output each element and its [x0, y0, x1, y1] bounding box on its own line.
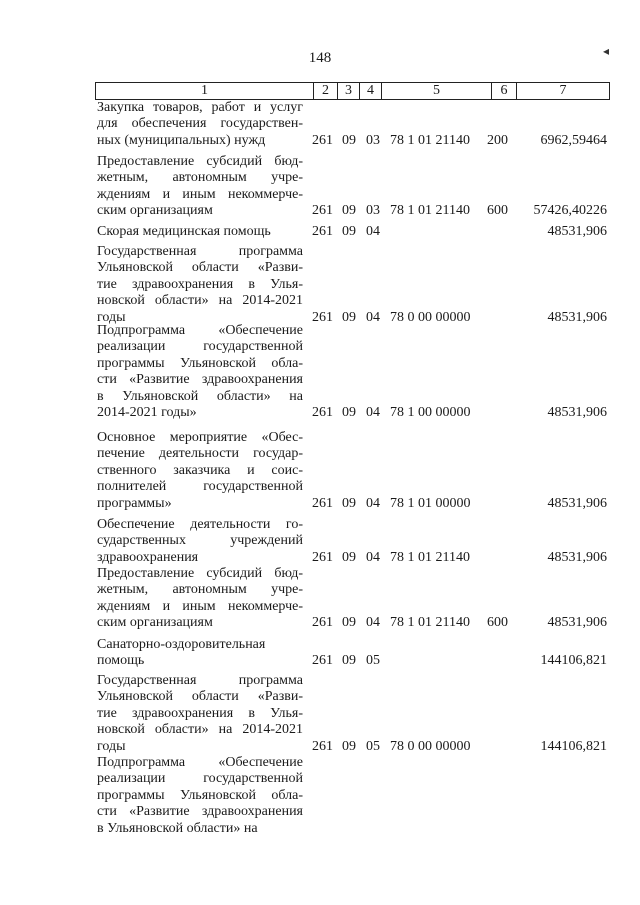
group-code: 261	[312, 738, 333, 754]
row-description	[97, 566, 303, 632]
description-line: здравоохранения	[97, 549, 199, 565]
expense-type-code: 600	[487, 615, 508, 631]
amount: 6962,59464	[540, 132, 607, 148]
section-code: 09	[342, 309, 356, 325]
description-line: Обеспечение деятельности го-	[97, 517, 303, 532]
target-article-code: 78 1 01 00000	[390, 495, 471, 511]
group-code: 261	[312, 132, 333, 148]
table-header	[95, 82, 610, 100]
description-line: новской области» на 2014-2021	[97, 293, 303, 309]
description-line: полнителей государственной	[97, 479, 303, 495]
target-article-code: 78 1 01 21140	[390, 549, 470, 565]
target-article-code: 78 1 01 21140	[390, 203, 470, 219]
section-code: 09	[342, 495, 356, 511]
subsection-code: 04	[366, 549, 380, 565]
header-col-4: 4	[359, 83, 381, 99]
section-code: 09	[342, 653, 356, 669]
description-line: ждениям и иным некоммерче-	[97, 186, 303, 202]
description-line: Санаторно-оздоровительная	[97, 637, 266, 652]
header-col-1: 1	[201, 83, 208, 98]
amount: 48531,906	[547, 224, 607, 239]
description-line: Подпрограмма «Обеспечение	[97, 323, 303, 338]
description-line: реализации государственной	[97, 771, 303, 787]
section-code: 09	[342, 224, 356, 239]
description-line: жетным, автономным учре-	[97, 582, 303, 598]
amount: 48531,906	[547, 309, 607, 325]
description-line: ским организациям	[97, 615, 213, 631]
page-number: 148	[308, 50, 332, 66]
amount: 144106,821	[540, 653, 607, 669]
subsection-code: 04	[366, 495, 380, 511]
description-line: сти «Развитие здравоохранения	[97, 372, 303, 388]
description-line: жетным, автономным учре-	[97, 170, 303, 186]
row-description	[97, 517, 303, 566]
target-article-code: 78 0 00 00000	[390, 309, 471, 325]
amount: 48531,906	[547, 549, 607, 565]
description-line: тие здравоохранения в Улья-	[97, 705, 303, 721]
row-description	[97, 430, 303, 512]
target-article-code: 78 1 01 21140	[390, 615, 470, 631]
group-code: 261	[312, 224, 333, 239]
section-code: 09	[342, 405, 356, 420]
description-line: ственного заказчика и соис-	[97, 462, 303, 478]
subsection-code: 04	[366, 224, 380, 239]
subsection-code: 04	[366, 309, 380, 325]
description-line: печение деятельности государ-	[97, 446, 303, 462]
row-description	[97, 755, 303, 837]
section-code: 09	[342, 203, 356, 219]
description-line: Ульяновской области «Разви-	[97, 689, 303, 705]
description-line: годы	[97, 309, 126, 325]
expense-type-code: 600	[487, 203, 508, 219]
description-line: в Ульяновской области» на	[97, 820, 258, 836]
amount: 48531,906	[547, 495, 607, 511]
description-line: реализации государственной	[97, 339, 303, 355]
group-code: 261	[312, 653, 333, 669]
description-line: для обеспечения государствен-	[97, 116, 303, 132]
subsection-code: 03	[366, 203, 380, 219]
amount: 57426,40226	[533, 203, 607, 219]
description-line: программы Ульяновской обла-	[97, 355, 303, 371]
subsection-code: 05	[366, 653, 380, 669]
subsection-code: 05	[366, 738, 380, 754]
description-line: помощь	[97, 653, 145, 669]
group-code: 261	[312, 405, 333, 420]
group-code: 261	[312, 615, 333, 631]
description-line: Закупка товаров, работ и услуг	[97, 100, 303, 115]
header-col-3: 3	[337, 83, 359, 99]
subsection-code: 04	[366, 615, 380, 631]
group-code: 261	[312, 203, 333, 219]
description-line: годы	[97, 738, 126, 754]
description-line: в Ульяновской области» на	[97, 388, 303, 404]
target-article-code: 78 1 00 00000	[390, 405, 471, 420]
description-line: программы Ульяновской обла-	[97, 787, 303, 803]
description-line: Подпрограмма «Обеспечение	[97, 755, 303, 770]
target-article-code: 78 1 01 21140	[390, 132, 470, 148]
row-description	[97, 100, 303, 149]
row-description	[97, 323, 303, 421]
subsection-code: 03	[366, 132, 380, 148]
description-line: 2014-2021 годы»	[97, 404, 197, 420]
group-code: 261	[312, 549, 333, 565]
description-line: программы»	[97, 495, 172, 511]
header-col-6: 6	[491, 83, 516, 99]
row-description	[97, 637, 303, 670]
description-line: Предоставление субсидий бюд-	[97, 566, 303, 581]
header-col-5: 5	[381, 83, 491, 99]
description-line: Основное мероприятие «Обес-	[97, 430, 303, 445]
description-line: Государственная программа	[97, 244, 303, 259]
target-article-code: 78 0 00 00000	[390, 738, 471, 754]
subsection-code: 04	[366, 405, 380, 420]
section-code: 09	[342, 549, 356, 565]
amount: 48531,906	[547, 615, 607, 631]
section-code: 09	[342, 615, 356, 631]
header-col-7: 7	[516, 83, 609, 99]
row-description	[97, 154, 303, 220]
description-line: новской области» на 2014-2021	[97, 722, 303, 738]
description-line: сударственных учреждений	[97, 533, 303, 549]
description-line: тие здравоохранения в Улья-	[97, 276, 303, 292]
description-line: Скорая медицинская помощь	[97, 224, 271, 239]
description-line: ных (муниципальных) нужд	[97, 132, 266, 148]
section-code: 09	[342, 132, 356, 148]
section-code: 09	[342, 738, 356, 754]
description-line: ским организациям	[97, 203, 213, 219]
header-col-2: 2	[313, 83, 337, 99]
amount: 144106,821	[540, 738, 607, 754]
expense-type-code: 200	[487, 132, 508, 148]
row-description	[97, 244, 303, 326]
description-line: ждениям и иным некоммерче-	[97, 598, 303, 614]
description-line: сти «Развитие здравоохранения	[97, 804, 303, 820]
description-line: Государственная программа	[97, 673, 303, 688]
amount: 48531,906	[547, 405, 607, 420]
group-code: 261	[312, 309, 333, 325]
group-code: 261	[312, 495, 333, 511]
row-description	[97, 673, 303, 755]
corner-mark-icon: ◂	[603, 44, 610, 58]
description-line: Ульяновской области «Разви-	[97, 260, 303, 276]
row-description	[97, 224, 303, 240]
description-line: Предоставление субсидий бюд-	[97, 154, 303, 169]
